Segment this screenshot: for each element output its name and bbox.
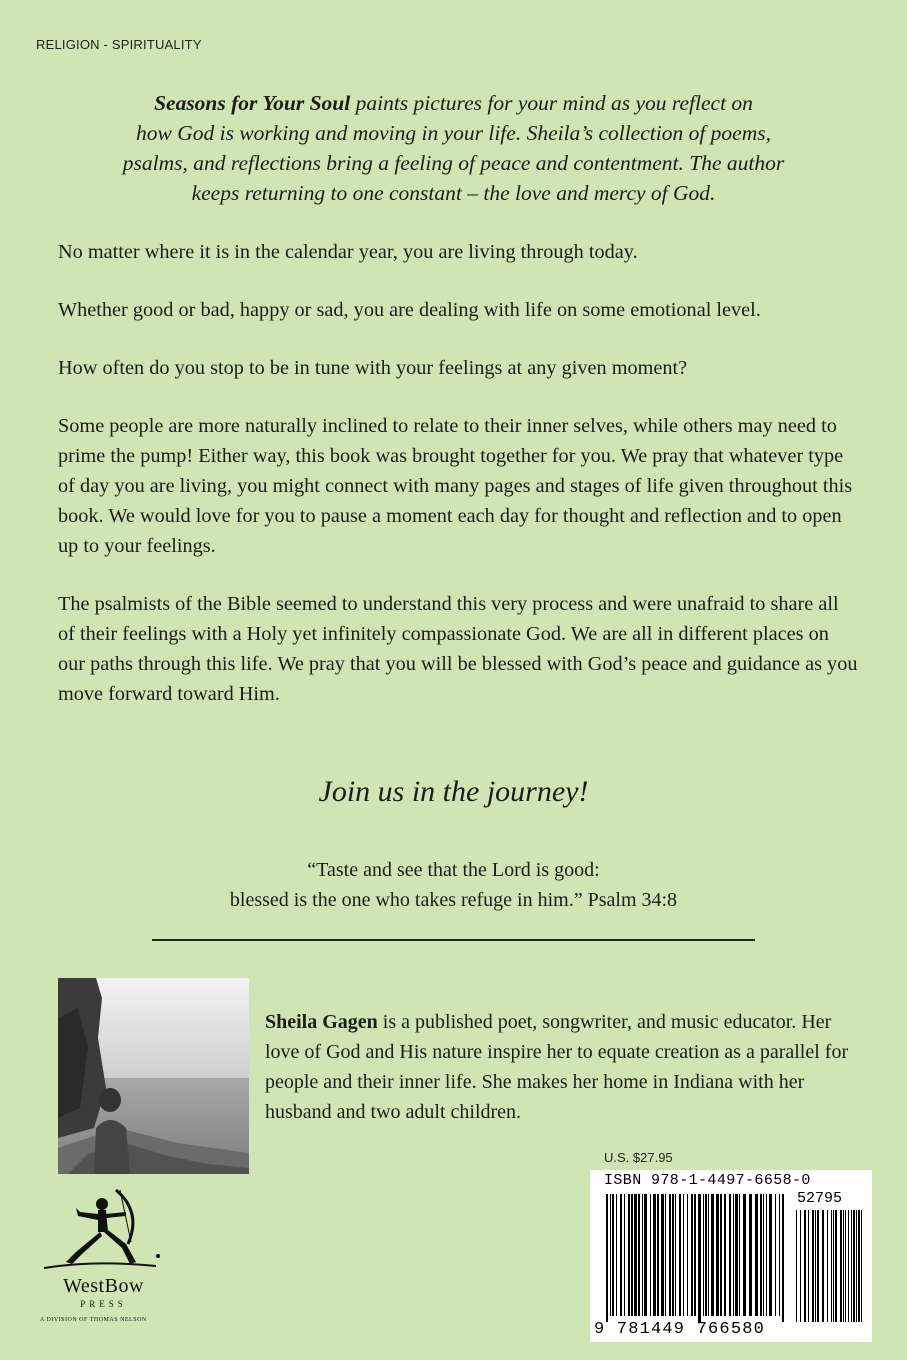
barcode-bar bbox=[642, 1194, 643, 1316]
barcode-bar bbox=[743, 1194, 746, 1316]
book-title: Seasons for Your Soul bbox=[154, 91, 351, 115]
scripture-quote bbox=[0, 855, 907, 915]
paragraph: Some people are more naturally inclined to relate to their inner selves, while others may need to prime the pump! Either way, this book was brought together for you. We pray that whatever type of day you are living, you might connect with many pages and stages of life given throughout this book. We would love for you to pause a moment each day for thought and reflection and to open up to your feelings. bbox=[58, 415, 853, 557]
barcode-bar bbox=[698, 1194, 701, 1322]
category-label: RELIGION - SPIRITUALITY bbox=[36, 37, 202, 52]
barcode-bar bbox=[691, 1194, 693, 1316]
barcode-bar bbox=[800, 1210, 801, 1322]
barcode-bar bbox=[606, 1194, 608, 1322]
blurb-line-1: paints pictures for your mind as you reflect on bbox=[350, 91, 753, 115]
barcode-bar bbox=[675, 1194, 676, 1316]
blurb-line-2: how God is working and moving in your life. Sheila’s collection of poems, bbox=[136, 121, 771, 145]
barcode-bar bbox=[804, 1210, 806, 1322]
publisher-press: PRESS bbox=[80, 1299, 127, 1309]
barcode-bar bbox=[694, 1194, 696, 1316]
barcode-bar bbox=[815, 1210, 816, 1322]
barcode-bar bbox=[610, 1194, 611, 1316]
barcode-bar bbox=[703, 1194, 704, 1316]
ean-addon-number: 52795 bbox=[797, 1190, 843, 1207]
barcode-bar bbox=[808, 1210, 809, 1322]
paragraph: Whether good or bad, happy or sad, you are dealing with life on some emotional level. bbox=[58, 299, 761, 321]
barcode-bar bbox=[624, 1194, 625, 1316]
barcode-bar bbox=[735, 1194, 738, 1316]
barcode-bar bbox=[650, 1194, 651, 1316]
barcode-bar bbox=[775, 1194, 776, 1316]
archer-icon bbox=[36, 1182, 171, 1277]
barcode-bar bbox=[835, 1210, 837, 1322]
barcode-bar bbox=[638, 1194, 640, 1316]
barcode-bar bbox=[733, 1194, 734, 1316]
barcode-bar bbox=[739, 1194, 740, 1316]
barcode-bar bbox=[763, 1194, 764, 1316]
barcode-bar bbox=[812, 1210, 814, 1322]
barcode-bar bbox=[631, 1194, 633, 1316]
blurb-line-4: keeps returning to one constant – the love and mercy of God. bbox=[191, 181, 716, 205]
barcode-bar bbox=[769, 1194, 772, 1316]
barcode-bar bbox=[779, 1194, 780, 1316]
barcode-bar bbox=[644, 1194, 647, 1316]
barcode-bar bbox=[628, 1194, 630, 1316]
description-body bbox=[58, 237, 858, 737]
barcode-bar bbox=[683, 1194, 684, 1316]
author-bio bbox=[265, 1007, 865, 1127]
barcode-bar bbox=[766, 1194, 767, 1316]
barcode-bar bbox=[843, 1210, 844, 1322]
barcode-bar bbox=[612, 1194, 614, 1316]
barcode-bar bbox=[657, 1194, 659, 1316]
barcode-bar bbox=[672, 1194, 674, 1316]
barcode-bar bbox=[845, 1210, 846, 1322]
isbn-text: ISBN 978-1-4497-6658-0 bbox=[604, 1172, 811, 1189]
barcode-bar bbox=[858, 1210, 860, 1322]
barcode-bar bbox=[856, 1210, 857, 1322]
barcode-bar bbox=[724, 1194, 726, 1316]
barcode-bar bbox=[851, 1210, 852, 1322]
barcode-bar bbox=[755, 1194, 758, 1316]
author-photo bbox=[58, 978, 249, 1174]
barcode-bar bbox=[711, 1194, 714, 1316]
barcode-bar bbox=[665, 1194, 666, 1316]
publisher-logo bbox=[36, 1182, 171, 1342]
barcode bbox=[590, 1170, 872, 1342]
quote-line-1: “Taste and see that the Lord is good: bbox=[307, 859, 600, 881]
barcode-bar bbox=[840, 1210, 842, 1322]
join-tagline: Join us in the journey! bbox=[318, 775, 589, 808]
barcode-bar bbox=[669, 1194, 671, 1316]
paragraph: The psalmists of the Bible seemed to understand this very process and were unafraid to share all of their feelings with a Holy yet infinitely compassionate God. We are all in different places on our paths through this life. We pray that you will be blessed with God’s peace and guidance as you move forward toward Him. bbox=[58, 593, 858, 705]
barcode-bar bbox=[827, 1210, 828, 1322]
paragraph: No matter where it is in the calendar year, you are living through today. bbox=[58, 241, 638, 263]
barcode-bar bbox=[817, 1210, 819, 1322]
barcode-bar bbox=[861, 1210, 862, 1322]
divider-line bbox=[152, 939, 755, 941]
publisher-name: WestBow bbox=[63, 1275, 144, 1297]
barcode-bar bbox=[833, 1210, 834, 1322]
publisher-division: A DIVISION OF THOMAS NELSON bbox=[40, 1317, 147, 1323]
quote-line-2: blessed is the one who takes refuge in him.” Psalm 34:8 bbox=[229, 889, 678, 911]
barcode-bar bbox=[782, 1194, 784, 1322]
barcode-bar bbox=[705, 1194, 707, 1316]
author-bio-text: is a published poet, songwriter, and music educator. Her love of God and His nature inspire her to equate creation as a parallel for people and their inner life. She makes her home in Indiana with her husband and two adult children. bbox=[265, 1011, 849, 1123]
barcode-bar bbox=[720, 1194, 722, 1316]
barcode-bar bbox=[616, 1194, 617, 1316]
barcode-bar bbox=[679, 1194, 681, 1316]
barcode-bar bbox=[853, 1210, 855, 1322]
barcode-bar bbox=[661, 1194, 664, 1316]
paragraph: How often do you stop to be in tune with your feelings at any given moment? bbox=[58, 357, 688, 379]
barcode-bar bbox=[620, 1194, 622, 1316]
barcode-bar bbox=[716, 1194, 719, 1316]
barcode-bar bbox=[848, 1210, 849, 1322]
barcode-bar bbox=[749, 1194, 752, 1316]
barcode-bar bbox=[796, 1210, 797, 1322]
cover-blurb bbox=[30, 88, 877, 208]
barcode-bar bbox=[729, 1194, 731, 1316]
barcode-bar bbox=[760, 1194, 762, 1316]
barcode-bar bbox=[653, 1194, 656, 1316]
blurb-line-3: psalms, and reflections bring a feeling of peace and contentment. The author bbox=[122, 151, 785, 175]
barcode-bar bbox=[708, 1194, 709, 1316]
ean-number: 9 781449 766580 bbox=[594, 1320, 766, 1339]
barcode-bar bbox=[687, 1194, 688, 1316]
price-label: U.S. $27.95 bbox=[604, 1150, 673, 1165]
barcode-bar bbox=[831, 1210, 832, 1322]
barcode-bar bbox=[822, 1210, 824, 1322]
author-name: Sheila Gagen bbox=[265, 1011, 378, 1033]
barcode-bar bbox=[634, 1194, 637, 1316]
